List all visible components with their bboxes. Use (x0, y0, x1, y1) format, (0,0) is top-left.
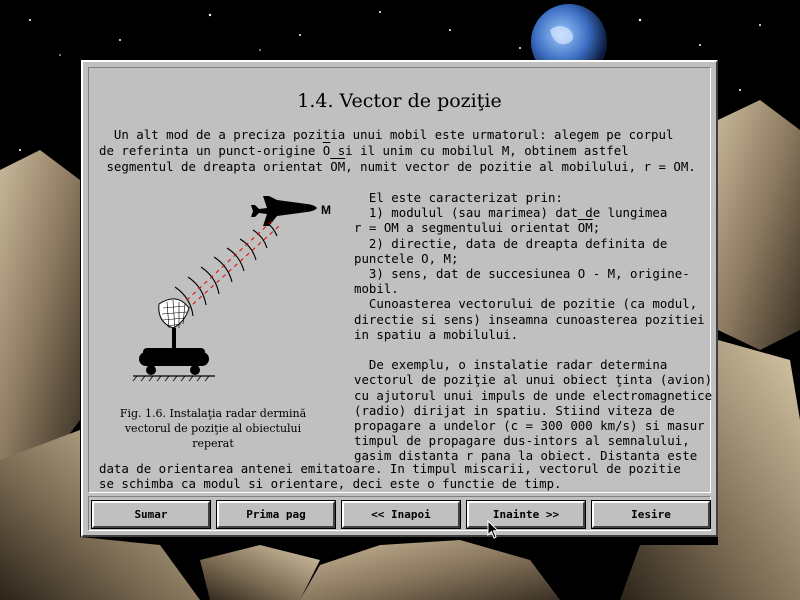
right-text-line: vectorul de poziţie al unui obiect ţinta (avion) (354, 372, 713, 388)
intro-line-3: segmentul de dreapta orientat $\overline{OM}$, numit vector de pozitie al mobilului, r = OM. (99, 159, 696, 174)
figure-caption: Fig. 1.6. Instalaţia radar dermină vectorul de poziţie al obiectului reperat (119, 407, 307, 450)
bottom-line-1: data de orientarea antenei emitatoare. In timpul miscarii, vectorul de pozitie (99, 461, 681, 476)
right-text-line: 2) directie, data de dreapta definita de (354, 235, 668, 251)
right-text-line: r = OM a segmentului orientat $\overline{OM}$; (354, 220, 601, 236)
right-text-line: gasim distanta r pana la obiect. Distanta este (354, 448, 698, 464)
radar-figure (115, 186, 335, 396)
inainte-button[interactable]: Inainte >> (467, 501, 585, 528)
lesson-content-panel (88, 67, 711, 493)
right-text-line: directie si sens) inseamna cunoasterea pozitiei (354, 311, 705, 327)
right-text-line: 1) modulul (sau marimea) dat de lungimea (354, 205, 668, 221)
prima-pag-button[interactable]: Prima pag (217, 501, 335, 528)
right-text-line: El este caracterizat prin: (354, 190, 563, 205)
right-text-line: 3) sens, dat de succesiunea O - M, origine- (354, 266, 690, 281)
figure-label-m: M (321, 203, 331, 217)
navigation-bar (88, 496, 711, 531)
right-text-line: mobil. (354, 281, 399, 297)
right-text-line: timpul de propagare dus-intors al semnalului, (354, 433, 690, 449)
inapoi-button[interactable]: << Inapoi (342, 501, 460, 528)
sumar-button[interactable]: Sumar (92, 501, 210, 528)
right-text-line: in spatiu a mobilului. (354, 326, 519, 342)
right-text-line: (radio) dirijat in spatiu. Stiind viteza de (354, 402, 675, 418)
bottom-line-2: se schimba ca modul si orientare, deci este o functie de timp. (99, 476, 562, 491)
intro-line-2: de referinta un punct-origine $\overline{O}$ si il unim cu mobilul M, obtinem astfel (99, 143, 629, 158)
right-text-line: cu ajutorul unui impuls de unde electromagnetice (354, 387, 713, 403)
page-title: 1.4. Vector de poziţie (297, 90, 502, 112)
right-text-line: De exemplu, o instalatie radar determina (354, 357, 668, 373)
airplane-icon (251, 196, 317, 226)
right-text-line: Cunoasterea vectorului de pozitie (ca modul, (354, 296, 698, 312)
lesson-window (81, 60, 718, 537)
iesire-button[interactable]: Iesire (592, 501, 710, 528)
mouse-cursor-icon (487, 520, 501, 540)
intro-line-1: Un alt mod de a preciza pozitia unui mobil este urmatorul: alegem pe corpul (99, 127, 674, 142)
right-text-line: punctele O, M; (354, 250, 459, 266)
right-text-line: propagare a undelor (c = 300 000 km/s) si masur (354, 418, 705, 433)
radar-antenna-icon (133, 299, 215, 381)
